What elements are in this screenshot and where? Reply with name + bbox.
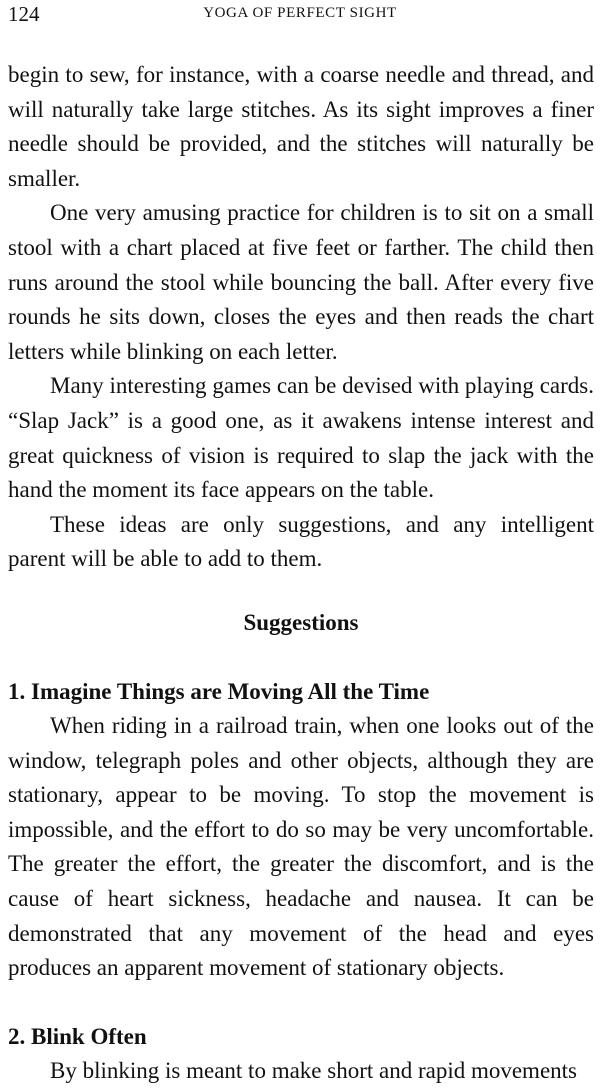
paragraph: These ideas are only suggestions, and any intelligent parent will be able to add to them. xyxy=(8,511,594,572)
spacer xyxy=(8,986,594,1020)
paragraph: When riding in a railroad train, when one looks out of the window, telegraph poles and other objects, although they are stationary, appear to be moving. To stop the movement is impossible, and the effort to do so may be very uncomfortable. The greater the effort, the greater the discomfort, and is the cause of heart sickness, headache and nausea. It can be demonstrated that any movement of the head and eyes produces an apparent movement of stationary objects. xyxy=(8,713,594,981)
page-header xyxy=(8,2,592,26)
page-number: 124 xyxy=(8,2,40,26)
running-title: YOGA OF PERFECT SIGHT xyxy=(203,5,397,21)
section-heading: Suggestions xyxy=(243,609,359,635)
subheading: 1. Imagine Things are Moving All the Time xyxy=(8,678,430,704)
page-body xyxy=(8,58,594,1089)
paragraph: begin to sew, for instance, with a coarse needle and thread, and will naturally take large stitches. As its sight improves a finer needle should be provided, and the stitches will naturally be smaller. xyxy=(8,62,594,191)
subheading: 2. Blink Often xyxy=(8,1023,147,1049)
paragraph: One very amusing practice for children is to sit on a small stool with a chart placed at five feet or farther. The child then runs around the stool while bouncing the ball. After every five rounds he sits down, closes the eyes and then reads the chart letters while blinking on each letter. xyxy=(8,200,594,364)
paragraph: Many interesting games can be devised with playing cards. “Slap Jack” is a good one, as it awakens intense interest and great quickness of vision is required to slap the jack with the hand the moment its face appears on the table. xyxy=(8,373,594,503)
paragraph: By blinking is meant to make short and rapid movements xyxy=(50,1058,578,1084)
